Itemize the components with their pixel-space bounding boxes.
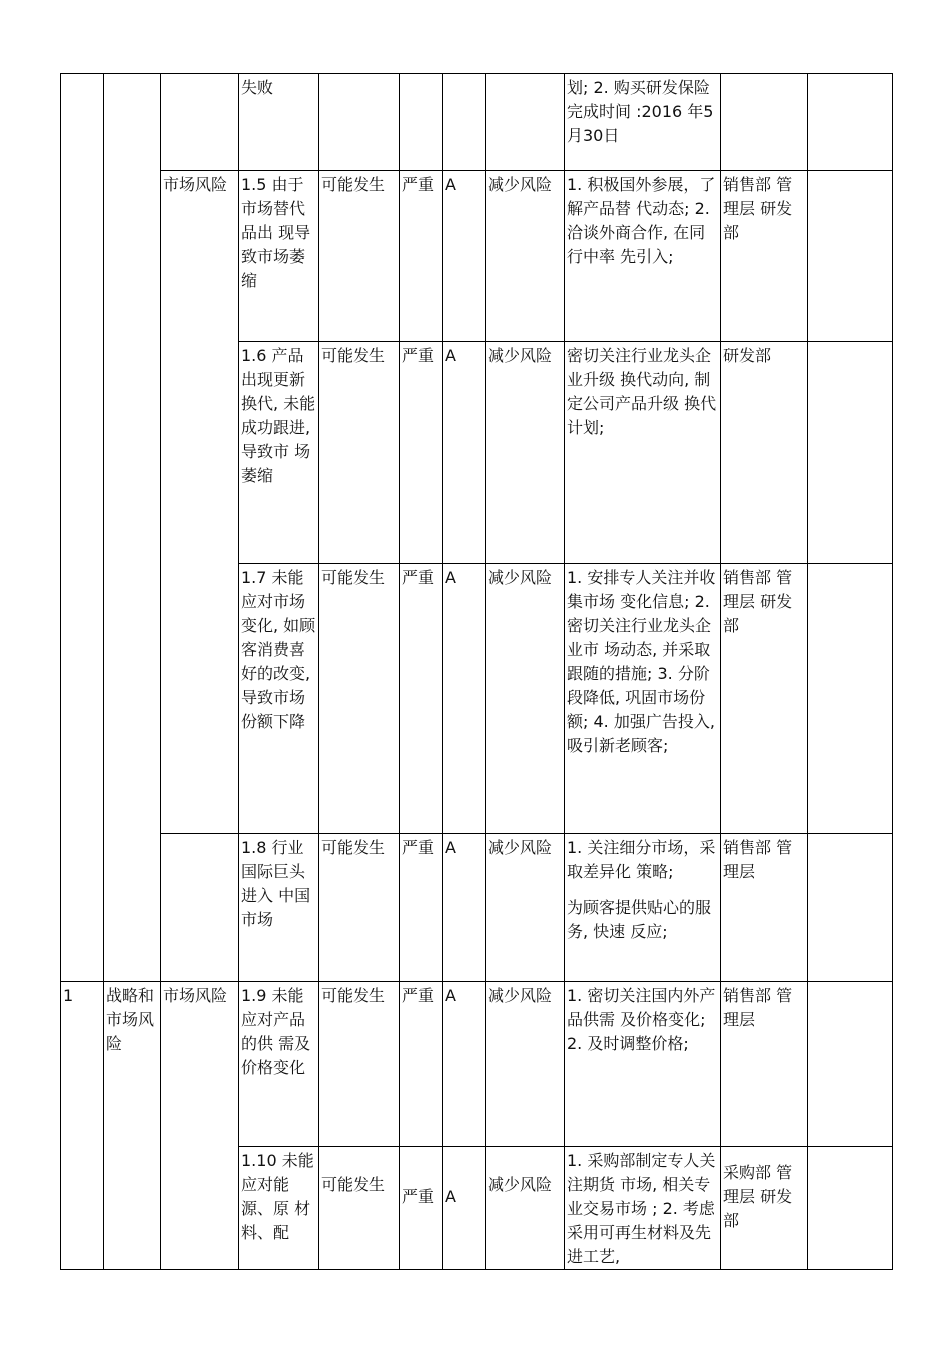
table-row	[61, 982, 893, 1147]
severity-text: 严重	[402, 175, 435, 194]
dept-text: 销售部 管理层	[723, 838, 793, 881]
possibility-cell	[319, 1147, 400, 1270]
level-cell	[443, 1147, 486, 1270]
level-cell	[443, 171, 486, 342]
risk-item-cell	[239, 564, 319, 834]
measures-text: 1. 密切关注国内外产品供需 及价格变化; 2. 及时调整价格;	[567, 986, 716, 1053]
level-cell	[443, 342, 486, 564]
dept-cell	[721, 1147, 808, 1270]
possibility-cell	[319, 834, 400, 982]
measures-cell	[565, 834, 721, 982]
risk-item-cell	[239, 982, 319, 1147]
risk-item-text: 失败	[241, 78, 274, 97]
risk-item-cell	[239, 74, 319, 171]
table-row	[61, 74, 893, 171]
strategy-cell	[486, 1147, 565, 1270]
table-row	[61, 171, 893, 342]
severity-text: 严重	[402, 346, 435, 365]
risk-item-cell	[239, 834, 319, 982]
remark-cell	[808, 982, 893, 1147]
dept-cell	[721, 834, 808, 982]
risk-item-cell	[239, 342, 319, 564]
measures-cell	[565, 74, 721, 171]
remark-cell	[808, 342, 893, 564]
dept-cell	[721, 74, 808, 171]
dept-text: 销售部 管理层 研发部	[723, 175, 793, 242]
strategy-cell	[486, 342, 565, 564]
risk-type-cell	[104, 982, 161, 1270]
possibility-cell	[319, 342, 400, 564]
measures-text: 1. 采购部制定专人关注期货 市场, 相关专业交易市场 ; 2. 考虑采用可再生材料及先 进工艺,	[567, 1151, 716, 1266]
risk-type-cell-upper	[104, 74, 161, 982]
risk-item-text: 1.10 未能应对能源、原 材料、配	[241, 1151, 314, 1242]
risk-item-text: 1.5 由于市场替代品出 现导致市场萎缩	[241, 175, 311, 290]
category-cell	[161, 982, 239, 1270]
dept-cell	[721, 342, 808, 564]
category-text: 市场风险	[163, 175, 228, 194]
possibility-cell	[319, 564, 400, 834]
remark-cell	[808, 834, 893, 982]
dept-cell	[721, 982, 808, 1147]
level-text: A	[445, 175, 456, 194]
risk-item-cell	[239, 171, 319, 342]
risk-type-text: 战略和市场风险	[106, 986, 155, 1053]
risk-item-text: 1.8 行业国际巨头进入 中国市场	[241, 838, 311, 929]
strategy-text: 减少风险	[488, 346, 553, 365]
table-row	[61, 834, 893, 982]
dept-text: 销售部 管理层 研发部	[723, 568, 793, 635]
strategy-text: 减少风险	[488, 1175, 553, 1194]
possibility-cell	[319, 982, 400, 1147]
possibility-text: 可能发生	[321, 175, 386, 194]
measures-text: 划; 2. 购买研发保险 完成时间 :2016 年5月30日	[567, 78, 714, 145]
level-text: A	[445, 568, 456, 587]
measures-cell	[565, 171, 721, 342]
risk-assessment-table	[60, 73, 893, 1270]
dept-text: 研发部	[723, 346, 772, 365]
no-text: 1	[63, 986, 74, 1005]
dept-cell	[721, 171, 808, 342]
measures-cell	[565, 342, 721, 564]
measures-cell	[565, 982, 721, 1147]
severity-cell	[400, 834, 443, 982]
strategy-cell	[486, 171, 565, 342]
possibility-text: 可能发生	[321, 986, 386, 1005]
risk-item-text: 1.9 未能应对产品的供 需及价格变化	[241, 986, 311, 1077]
no-cell-upper	[61, 74, 104, 982]
strategy-cell	[486, 834, 565, 982]
severity-cell	[400, 171, 443, 342]
severity-cell	[400, 564, 443, 834]
measures-text: 1. 安排专人关注并收集市场 变化信息; 2. 密切关注行业龙头企业市 场动态, 并采取跟随的措施; 3. 分阶段降低, 巩固市场份额; 4. 加强广告投入, 吸引新老顾客;	[567, 568, 716, 755]
category-cell-top	[161, 74, 239, 171]
risk-item-cell	[239, 1147, 319, 1270]
category-cell-empty	[161, 834, 239, 982]
strategy-text: 减少风险	[488, 175, 553, 194]
category-text: 市场风险	[163, 986, 228, 1005]
level-text: A	[445, 986, 456, 1005]
severity-cell	[400, 982, 443, 1147]
risk-item-text: 1.7 未能应对市场变化, 如顾客消费喜好的改变, 导致市场份额下降	[241, 568, 316, 731]
level-cell	[443, 982, 486, 1147]
possibility-text: 可能发生	[321, 568, 386, 587]
dept-cell	[721, 564, 808, 834]
possibility-text: 可能发生	[321, 346, 386, 365]
strategy-text: 减少风险	[488, 838, 553, 857]
level-text: A	[445, 838, 456, 857]
severity-text: 严重	[402, 1187, 435, 1206]
risk-item-text: 1.6 产品出现更新换代, 未能成功跟进, 导致市 场萎缩	[241, 346, 316, 485]
possibility-text: 可能发生	[321, 838, 386, 857]
dept-text: 销售部 管理层	[723, 986, 793, 1029]
level-cell	[443, 834, 486, 982]
severity-cell	[400, 342, 443, 564]
measures-text: 密切关注行业龙头企业升级 换代动向, 制定公司产品升级 换代计划;	[567, 346, 717, 437]
severity-cell	[400, 1147, 443, 1270]
remark-cell	[808, 171, 893, 342]
remark-cell	[808, 564, 893, 834]
measures-cell	[565, 564, 721, 834]
category-cell	[161, 171, 239, 834]
remark-cell	[808, 1147, 893, 1270]
strategy-text: 减少风险	[488, 568, 553, 587]
level-cell	[443, 564, 486, 834]
strategy-cell	[486, 564, 565, 834]
severity-text: 严重	[402, 568, 435, 587]
measures-text: 1. 积极国外参展，了解产品替 代动态; 2. 洽谈外商合作, 在同行中率 先引入;	[567, 175, 716, 266]
strategy-text: 减少风险	[488, 986, 553, 1005]
severity-text: 严重	[402, 986, 435, 1005]
strategy-cell	[486, 982, 565, 1147]
level-text: A	[445, 1187, 456, 1206]
measures-text: 为顾客提供贴心的服务, 快速 反应;	[567, 898, 712, 941]
level-text: A	[445, 346, 456, 365]
dept-text: 采购部 管理层 研发部	[723, 1163, 793, 1230]
measures-text: 1. 关注细分市场，采取差异化 策略;	[567, 838, 716, 881]
possibility-text: 可能发生	[321, 1175, 386, 1194]
no-cell	[61, 982, 104, 1270]
severity-text: 严重	[402, 838, 435, 857]
measures-cell	[565, 1147, 721, 1270]
possibility-cell	[319, 171, 400, 342]
remark-cell	[808, 74, 893, 171]
